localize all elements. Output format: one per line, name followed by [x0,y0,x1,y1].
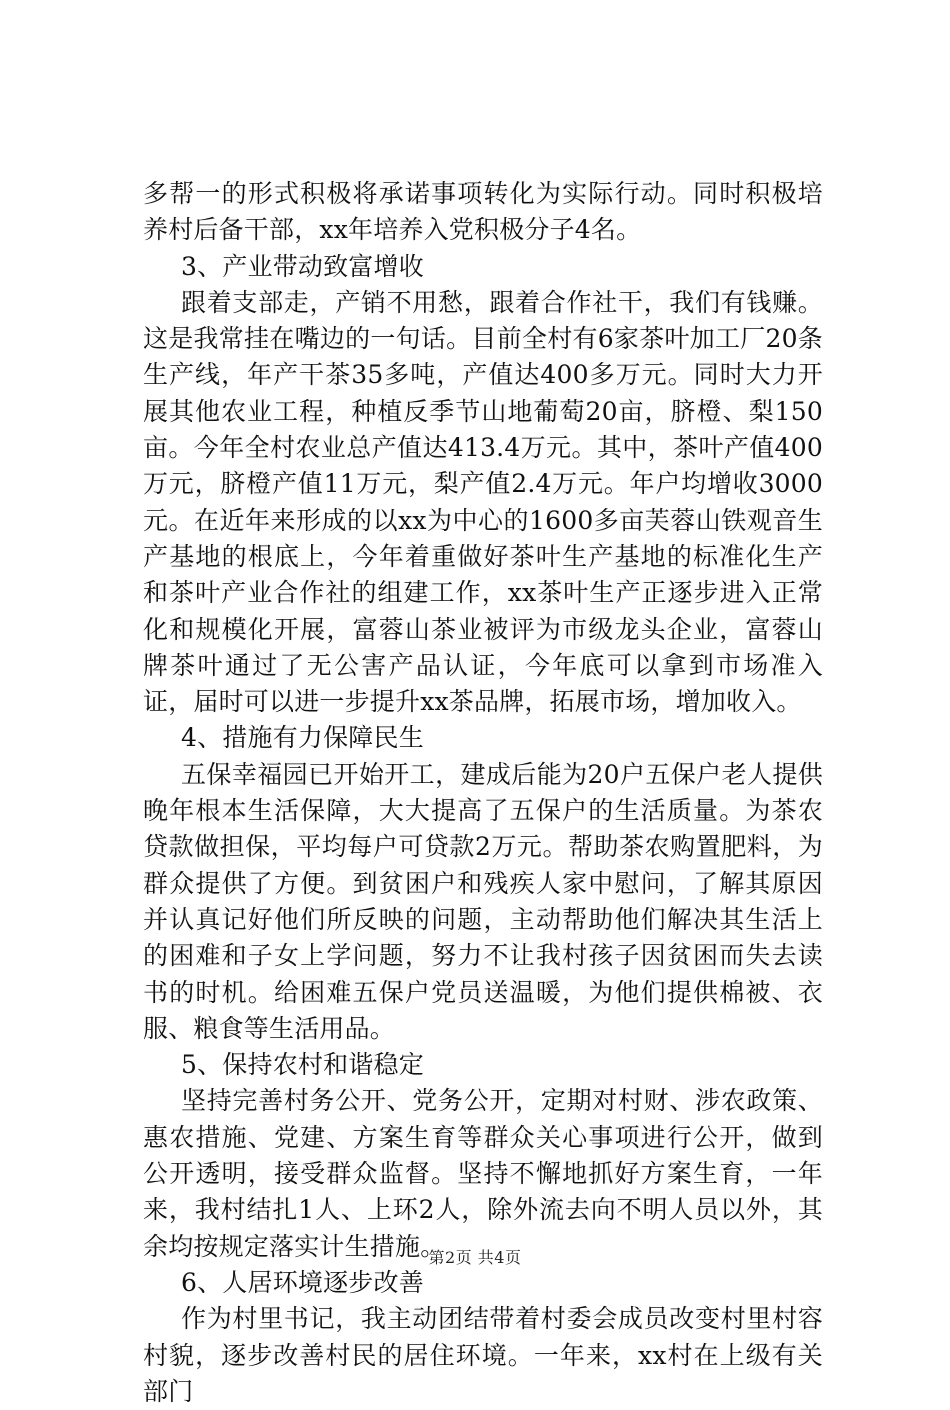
paragraph-continued: 多帮一的形式积极将承诺事项转化为实际行动。同时积极培养村后备干部，xx年培养入党积极分子4名。 [143,179,823,245]
section-heading-5: 5、保持农村和谐稳定 [181,1050,424,1080]
section-heading-4: 4、措施有力保障民生 [181,723,424,753]
section-heading-3: 3、产业带动致富增收 [181,251,424,281]
document-body [143,176,823,1410]
paragraph-environment: 作为村里书记，我主动团结带着村委会成员改变村里村容村貌，逐步改善村民的居住环境。一年来，xx村在上级有关部门 [143,1304,823,1406]
page-footer: 第2页 共4页 [428,1248,522,1267]
paragraph-livelihood: 五保幸福园已开始开工，建成后能为20户五保户老人提供晚年根本生活保障，大大提高了五保户的生活质量。为茶农贷款做担保，平均每户可贷款2万元。帮助茶农购置肥料，为群众提供了方便。到贫困户和残疾人家中慰问，了解其原因并认真记好他们所反映的问题，主动帮助他们解决其生活上的困难和子女上学问题，努力不让我村孩子因贫困而失去读书的时机。给困难五保户党员送温暖，为他们提供棉被、衣服、粮食等生活用品。 [143,759,823,1043]
paragraph-stability: 坚持完善村务公开、党务公开，定期对村财、涉农政策、惠农措施、党建、方案生育等群众关心事项进行公开，做到公开透明，接受群众监督。坚持不懈地抓好方案生育，一年来，我村结扎1人、上环2人，除外流去向不明人员以外，其余均按规定落实计生措施。 [143,1086,823,1261]
section-heading-6: 6、人居环境逐步改善 [181,1267,424,1297]
paragraph-industry: 跟着支部走，产销不用愁，跟着合作社干，我们有钱赚。这是我常挂在嘴边的一句话。目前全村有6家茶叶加工厂20条生产线，年产干茶35多吨，产值达400多万元。同时大力开展其他农业工程，种植反季节山地葡萄20亩，脐橙、梨150亩。今年全村农业总产值达413.4万元。其中，茶叶产值400万元，脐橙产值11万元，梨产值2.4万元。年户均增收3000元。在近年来形成的以xx为中心的1600多亩芙蓉山铁观音生产基地的根底上，今年着重做好茶叶生产基地的标准化生产和茶叶产业合作社的组建工作，xx茶叶生产正逐步进入正常化和规模化开展，富蓉山茶业被评为市级龙头企业，富蓉山牌茶叶通过了无公害产品认证，今年底可以拿到市场准入证，届时可以进一步提升xx茶品牌，拓展市场，增加收入。 [143,287,823,717]
